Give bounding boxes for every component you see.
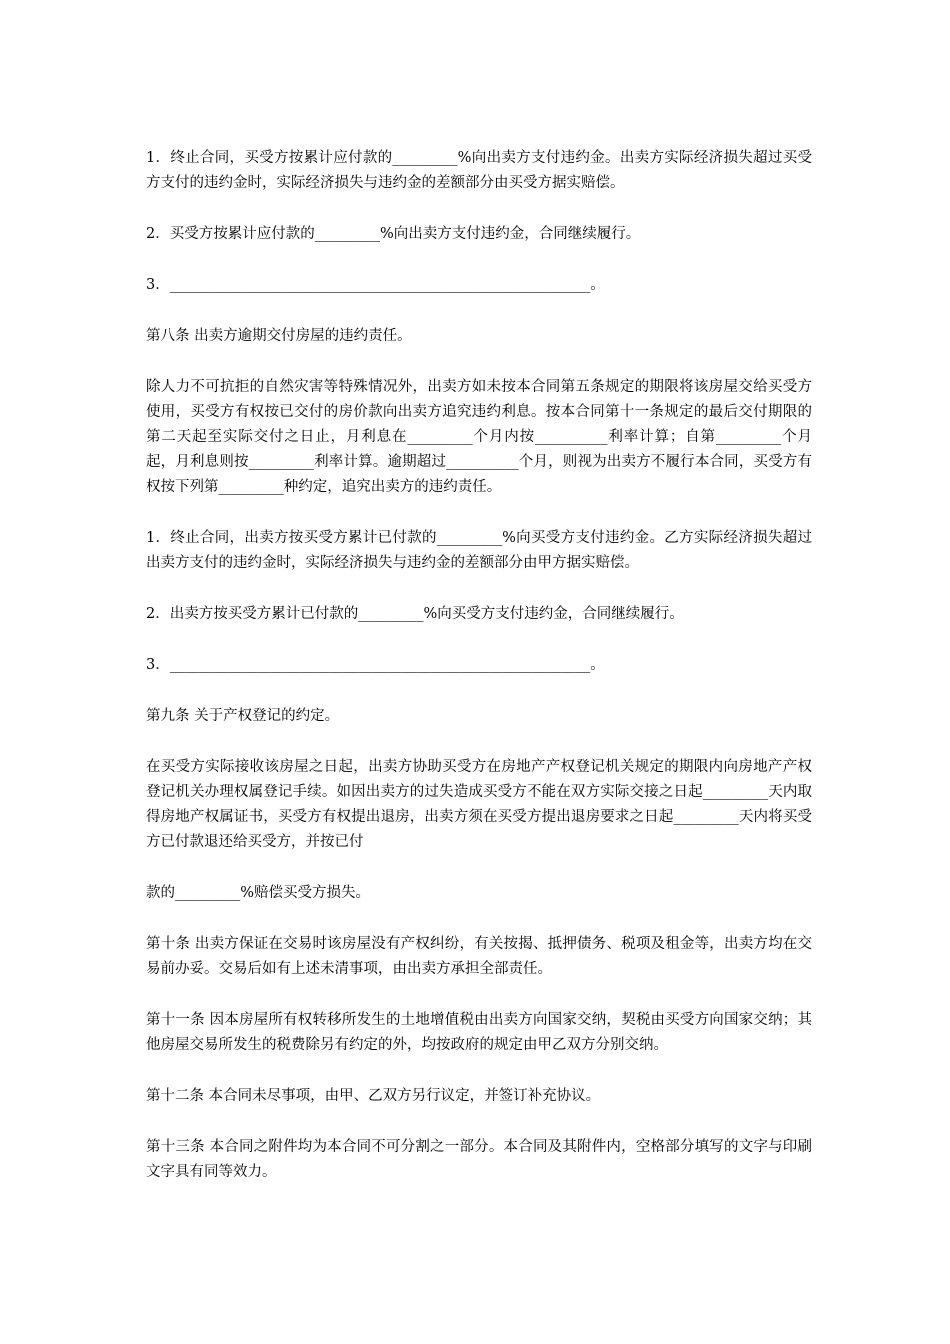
contract-page [146,146,812,1211]
article-13: 第十三条 本合同之附件均为本合同不可分割之一部分。本合同及其附件内，空格部分填写的文字与印刷文字具有同等效力。 [146,1139,812,1180]
article-8-heading: 第八条 出卖方逾期交付房屋的违约责任。 [146,328,412,344]
clause-7-option-3: 3．__________________________________________________________。 [146,277,605,293]
article-9-body-continued: 款的_________%赔偿买受方损失。 [146,885,371,901]
article-8-body: 除人力不可抗拒的自然灾害等特殊情况外，出卖方如未按本合同第五条规定的期限将该房屋交给买受方使用，买受方有权按已交付的房价款向出卖方追究违约利息。按本合同第十一条规定的最后交付期限的第二天起至实际交付之日止，月利息在_________个月内按__________利率计算；自第_________个月起，月利息则按_________利率计算。逾期超过__________个月，则视为出卖方不履行本合同，买受方有权按下列第_________种约定，追究出卖方的违约责任。 [146,379,812,495]
article-11: 第十一条 因本房屋所有权转移所发生的土地增值税由出卖方向国家交纳，契税由买受方向国家交纳；其他房屋交易所发生的税费除另有约定的外，均按政府的规定由甲乙双方分别交纳。 [146,1012,812,1053]
clause-8-option-2: 2．出卖方按买受方累计已付款的_________%向买受方支付违约金，合同继续履行。 [146,606,684,622]
clause-8-option-1: 1．终止合同，出卖方按买受方累计已付款的_________%向买受方支付违约金。乙方实际经济损失超过出卖方支付的违约金时，实际经济损失与违约金的差额部分由甲方据实赔偿。 [146,530,812,571]
article-9-body: 在买受方实际接收该房屋之日起，出卖方协助买受方在房地产产权登记机关规定的期限内向房地产产权登记机关办理权属登记手续。如因出卖方的过失造成买受方不能在双方实际交接之日起_________天内取得房地产权属证书，买受方有权提出退房，出卖方须在买受方提出退房要求之日起_________天内将买受方已付款退还给买受方，并按已付 [146,759,812,850]
article-12: 第十二条 本合同未尽事项，由甲、乙双方另行议定，并签订补充协议。 [146,1088,601,1104]
article-9-heading: 第九条 关于产权登记的约定。 [146,708,340,724]
clause-8-option-3: 3．__________________________________________________________。 [146,657,605,673]
clause-7-option-2: 2．买受方按累计应付款的_________%向出卖方支付违约金，合同继续履行。 [146,226,641,242]
article-10: 第十条 出卖方保证在交易时该房屋没有产权纠纷，有关按揭、抵押债务、税项及租金等，出卖方均在交易前办妥。交易后如有上述未清事项，由出卖方承担全部责任。 [146,936,812,977]
clause-7-option-1: 1．终止合同，买受方按累计应付款的_________%向出卖方支付违约金。出卖方实际经济损失超过买受方支付的违约金时，实际经济损失与违约金的差额部分由买受方据实赔偿。 [146,150,812,191]
